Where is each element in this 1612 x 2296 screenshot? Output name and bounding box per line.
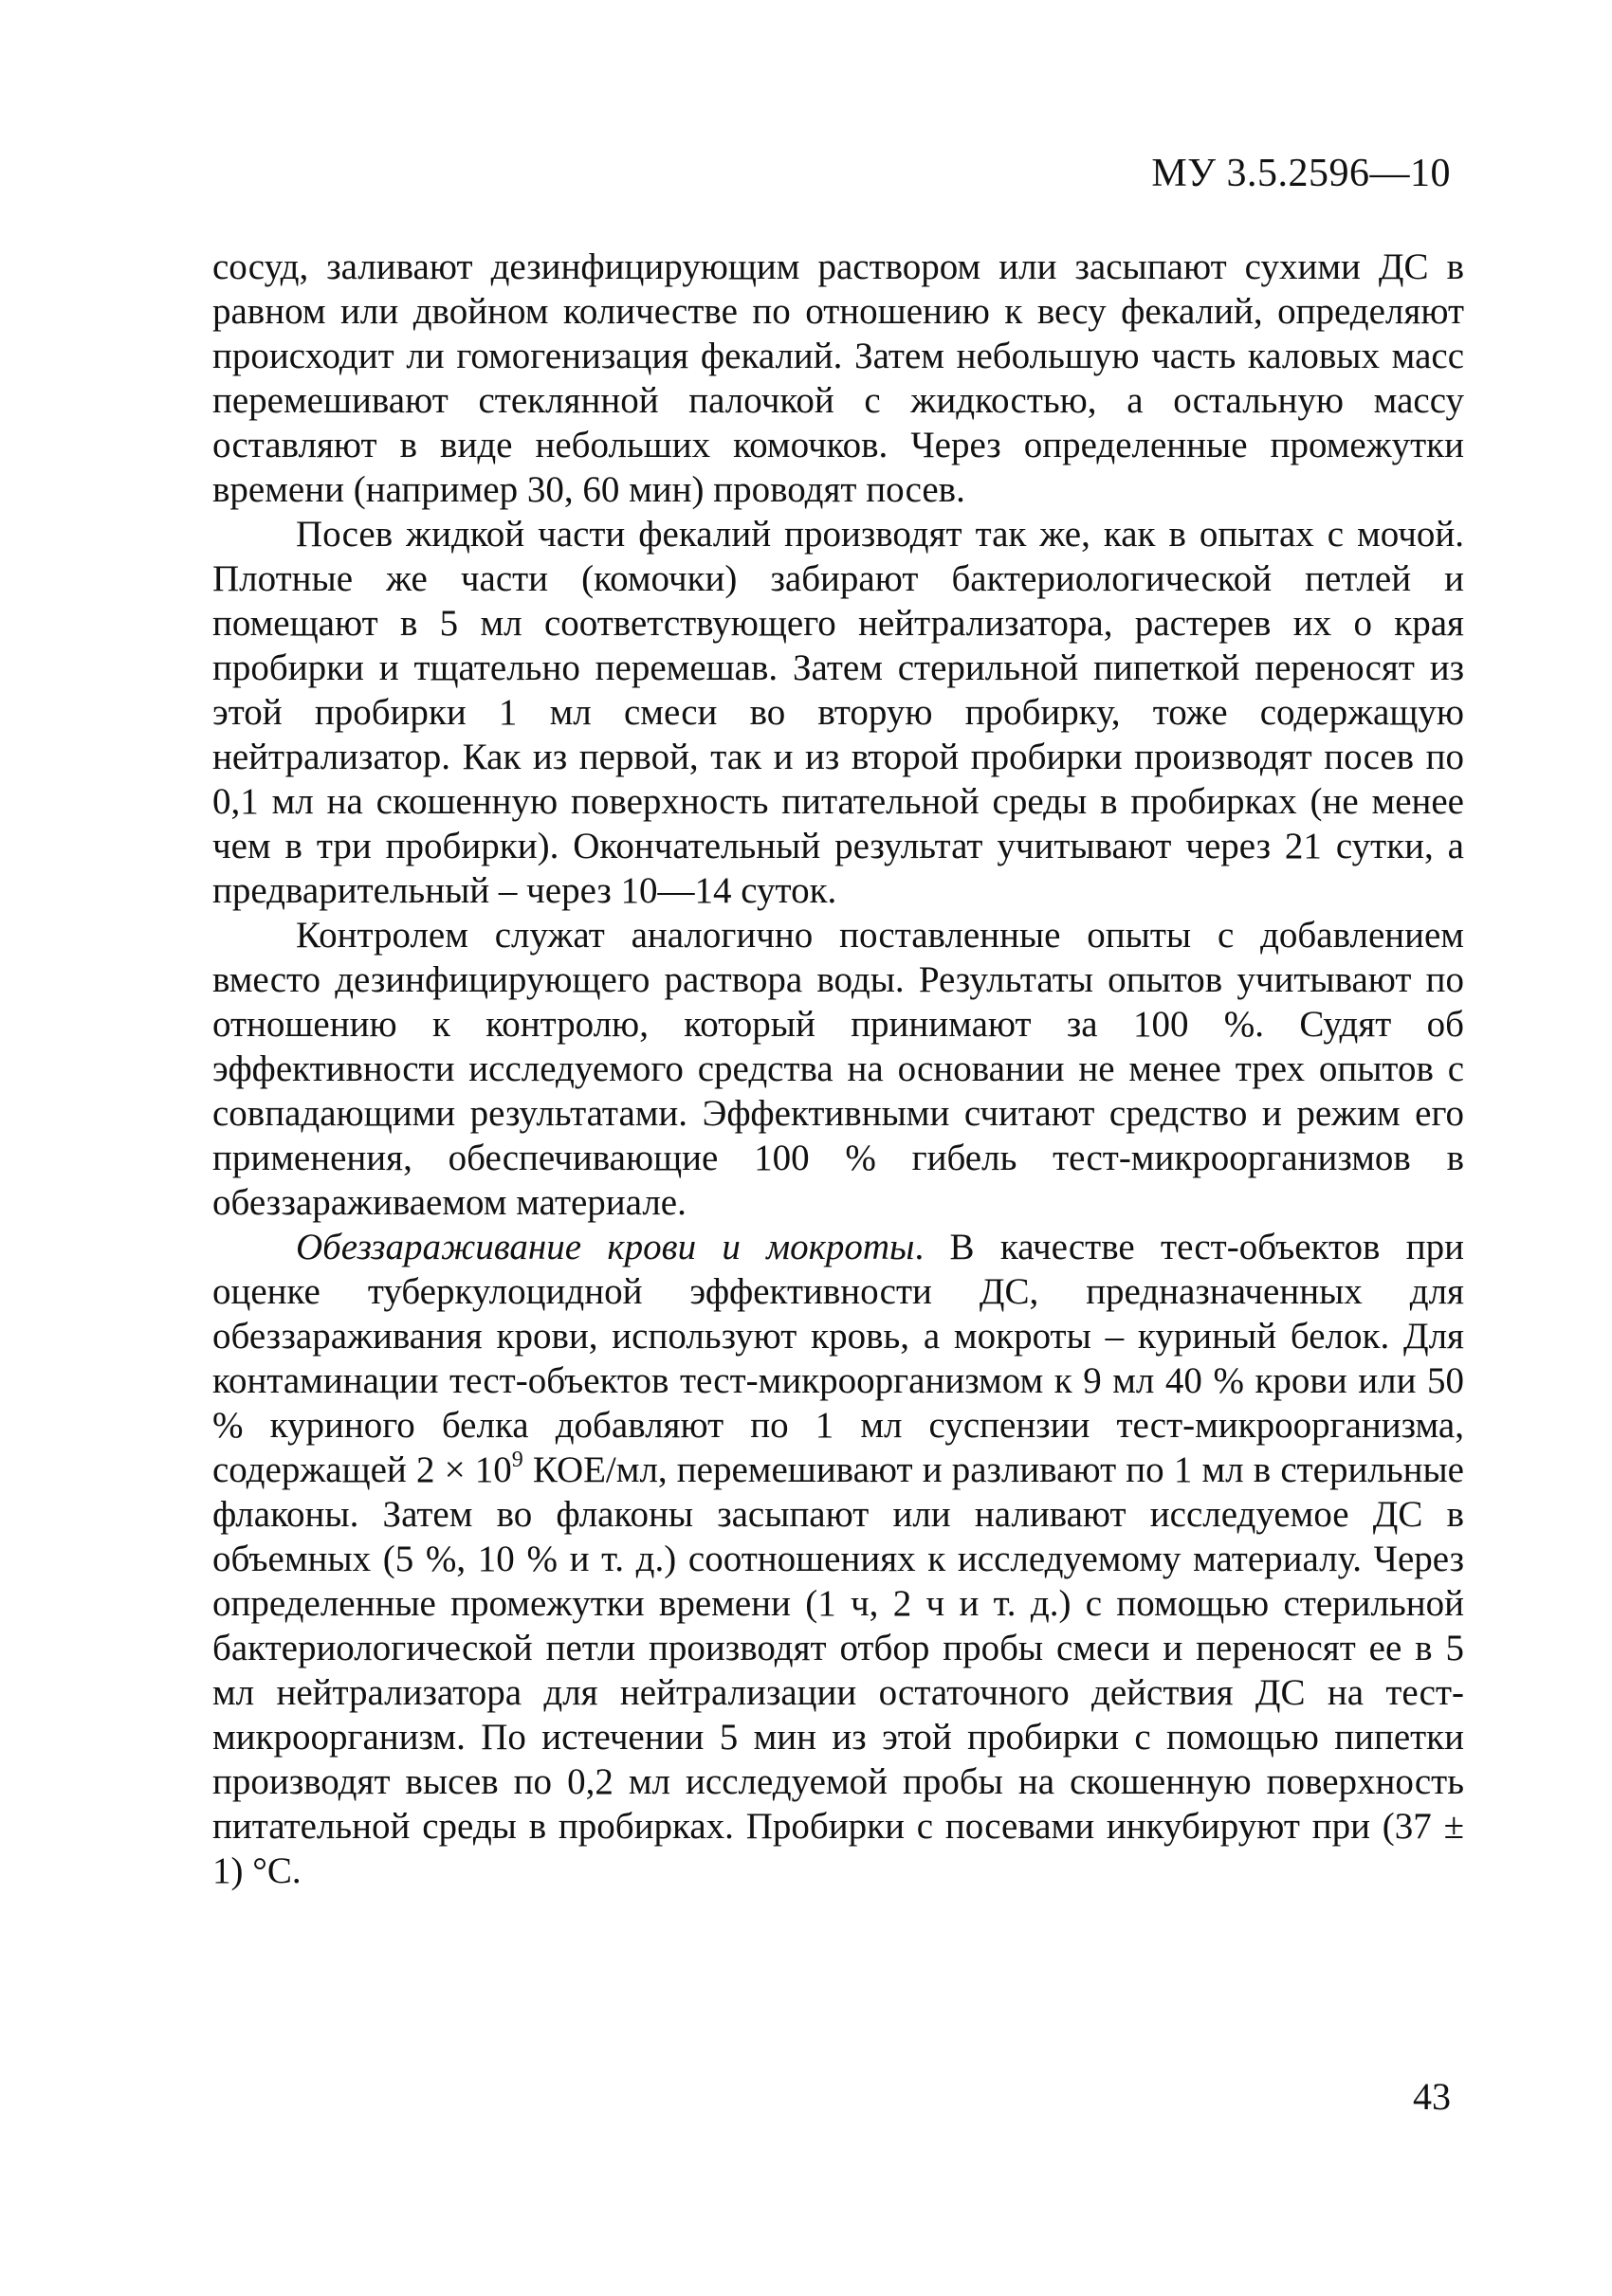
paragraph-feces-sowing: Посев жидкой части фекалий производят так же, как в опытах с мочой. Плотные же части (комочки) забирают бактериологической петлей и помещают в 5 мл соответствующего нейтрализатора, растерев их о края пробирки и тщательно перемешав. Затем стерильной пипеткой переносят из этой пробирки 1 мл смеси во вторую пробирку, тоже содержащую нейтрализатор. Как из первой, так и из второй пробирки производят посев по 0,1 мл на скошенную поверхность питательной среды в пробирках (не менее чем в три пробирки). Окончательный результат учитывают через 21 сутки, а предварительный – через 10—14 суток. [212, 514, 1464, 911]
exponent: 9 [511, 1448, 523, 1472]
main-text [212, 245, 1464, 1893]
paragraph-text-part-a: . В качестве тест-объектов при оценке туберкулоцидной эффективности ДС, предназначенных для обеззараживания крови, используют кровь, а мокроты – куриный белок. Для контаминации тест-объектов тест-микроорганизмом к 9 мл 40 % крови или 50 % куриного белка добавляют по 1 мл суспензии тест-микроорганизма, содержащей 2 × 10 [212, 1227, 1464, 1490]
paragraph-continuation: сосуд, заливают дезинфицирующим раствором или засыпают сухими ДС в равном или двойном количестве по отношению к весу фекалий, определяют происходит ли гомогенизация фекалий. Затем небольшую часть каловых масс перемешивают стеклянной палочкой с жидкостью, а остальную массу оставляют в виде небольших комочков. Через определенные промежутки времени (например 30, 60 мин) проводят посев. [212, 246, 1464, 510]
document-code-header: МУ 3.5.2596—10 [1151, 152, 1451, 195]
paragraph-control: Контролем служат аналогично поставленные опыты с добавлением вместо дезинфицирующего раствора воды. Результаты опытов учитывают по отношению к контролю, который принимают за 100 %. Судят об эффективности исследуемого средства на основании не менее трех опытов с совпадающими результатами. Эффективными считают средство и режим его применения, обеспечивающие 100 % гибель тест-микроорганизмов в обеззараживаемом материале. [212, 915, 1464, 1223]
section-run-in-heading: Обеззараживание крови и мокроты [296, 1227, 915, 1267]
paragraph-blood-sputum [212, 1225, 1464, 1893]
paragraph-text-part-b: КОЕ/мл, перемешивают и разливают по 1 мл в стерильные флаконы. Затем во флаконы засыпают или наливают исследуемое ДС в объемных (5 %, 10 % и т. д.) соотношениях к исследуемому материалу. Через определенные промежутки времени (1 ч, 2 ч и т. д.) с помощью стерильной бактериологической петли производят отбор пробы смеси и переносят ее в 5 мл нейтрализатора для нейтрализации остаточного действия ДС на тест-микроорганизм. По истечении 5 мин из этой пробирки с помощью пипетки производят высев по 0,2 мл исследуемой пробы на скошенную поверхность питательной среды в пробирках. Пробирки с посевами инкубируют при (37 ± 1) °С. [212, 1449, 1464, 1891]
page-number: 43 [1413, 2075, 1451, 2118]
